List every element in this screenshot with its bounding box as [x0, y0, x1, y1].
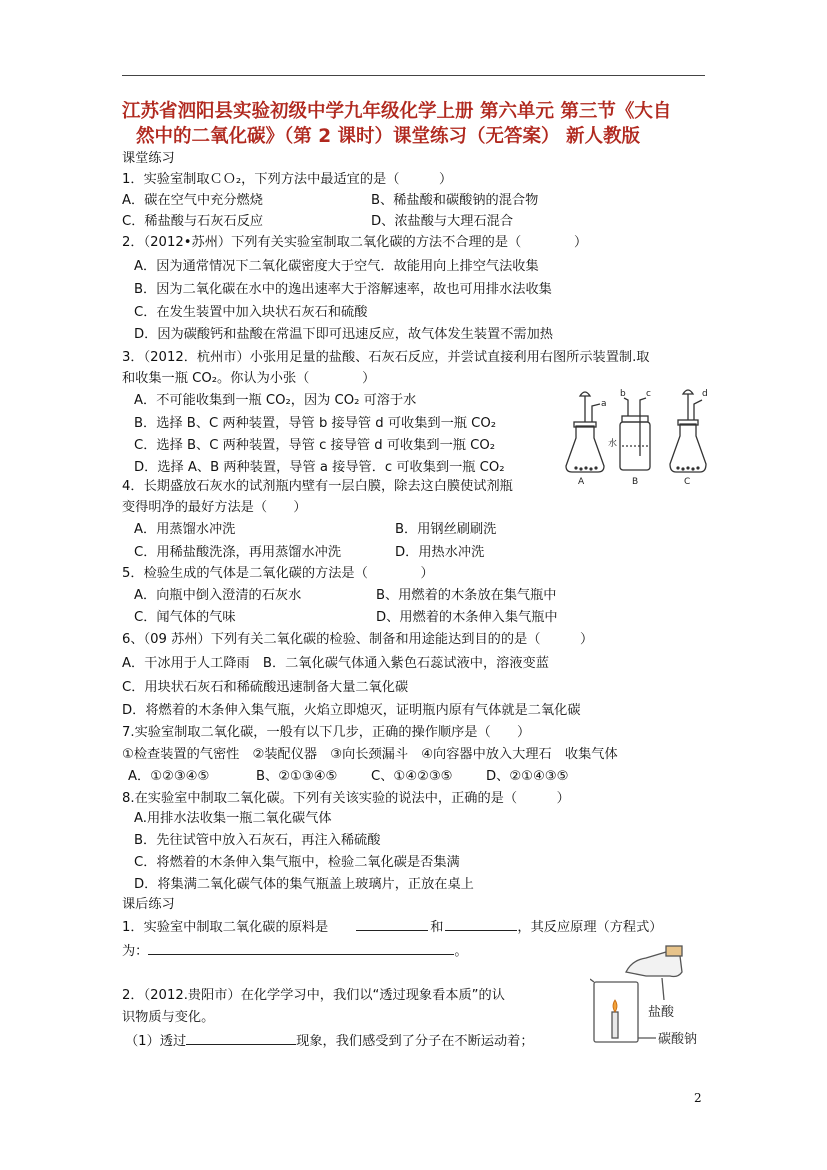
hw1-text-3: ，其反应原理（方程式）: [517, 920, 663, 935]
tube-label-c: c: [646, 389, 651, 399]
q5-option-b: B、用燃着的木条放在集气瓶中: [376, 588, 557, 603]
tube-label-b: b: [620, 389, 626, 399]
q1-option-a: A．碳在空气中充分燃烧: [122, 193, 263, 208]
q2-option-b: B．因为二氧化碳在水中的逸出速率大于溶解速率，故也可用排水法收集: [134, 282, 552, 297]
section-homework: 课后练习: [122, 897, 175, 912]
q8-stem: 8.在实验室中制取二氧化碳。下列有关该实验的说法中，正确的是（ ）: [122, 791, 570, 806]
label-sodium-carbonate: 碳酸钠: [658, 1032, 698, 1047]
q4-option-b: B．用钢丝刷刷洗: [395, 522, 497, 537]
header-rule: [122, 75, 705, 76]
q3-stem-line1: 3．（2012．杭州市）小张用足量的盐酸、石灰石反应，并尝试直接利用右图所示装置制.取: [122, 350, 650, 365]
q3-apparatus-figure: [562, 386, 712, 486]
q3-option-d: D．选择 A、B 两种装置，导管 a 接导管．c 可收集到一瓶 CO₂: [134, 460, 505, 475]
q7-steps: ①检查装置的气密性 ②装配仪器 ③向长颈漏斗 ④向容器中放入大理石 收集气体: [122, 747, 618, 762]
q2-option-a: A．因为通常情况下二氧化碳密度大于空气．故能用向上排空气法收集: [134, 259, 539, 274]
q6-stem: 6、（09 苏州）下列有关二氧化碳的检验、制备和用途能达到目的的是（ ）: [122, 632, 594, 647]
q8-option-b: B．先往试管中放入石灰石，再注入稀硫酸: [134, 833, 381, 848]
hw1-text-1: 1．实验室中制取二氧化碳的原料是: [122, 920, 329, 935]
q3-option-c: C．选择 B、C 两种装置，导管 c 接导管 d 可收集到一瓶 CO₂: [134, 438, 496, 453]
q8-option-a: A.用排水法收集一瓶二氧化碳气体: [134, 811, 332, 826]
q4-option-d: D．用热水冲洗: [395, 545, 485, 560]
hw2-blank-1[interactable]: [186, 1032, 296, 1045]
apparatus-label-b: B: [632, 477, 639, 486]
q6-option-ab: A．干冰用于人工降雨 B．二氧化碳气体通入紫色石蕊试液中，溶液变蓝: [122, 656, 549, 671]
q3-stem-line2: 和收集一瓶 CO₂。你认为小张（ ）: [122, 371, 376, 386]
q2-stem: 2．（2012•苏州）下列有关实验室制取二氧化碳的方法不合理的是（ ）: [122, 235, 588, 250]
q1-option-d: D、浓盐酸与大理石混合: [371, 214, 514, 229]
q7-option-d: D、②①④③⑤: [486, 769, 569, 784]
hw2-sub1: [125, 1032, 534, 1051]
q4-option-c: C．用稀盐酸洗涤，再用蒸馏水冲洗: [134, 545, 342, 560]
q4-option-a: A．用蒸馏水冲洗: [134, 522, 236, 537]
q7-option-b: B、②①③④⑤: [256, 769, 338, 784]
apparatus-label-c: C: [684, 477, 691, 486]
q7-option-c: C、①④②③⑤: [371, 769, 453, 784]
q4-stem-line1: 4．长期盛放石灰水的试剂瓶内壁有一层白膜，除去这白膜使试剂瓶: [122, 479, 513, 494]
hw2-beaker-figure: [590, 942, 710, 1054]
q1-option-b: B、稀盐酸和碳酸钠的混合物: [371, 193, 539, 208]
hw1-text-5: 。: [454, 944, 468, 959]
q8-option-d: D．将集满二氧化碳气体的集气瓶盖上玻璃片，正放在桌上: [134, 877, 474, 892]
hw1-text-4: 为：: [122, 944, 149, 959]
apparatus-label-a: A: [578, 477, 585, 486]
q1-option-c: C．稀盐酸与石灰石反应: [122, 214, 264, 229]
q2-option-d: D．因为碳酸钙和盐酸在常温下即可迅速反应，故气体发生装置不需加热: [134, 327, 553, 342]
q7-stem: 7.实验室制取二氧化碳，一般有以下几步，正确的操作顺序是（ ）: [122, 725, 531, 740]
title-line-1: 江苏省泗阳县实验初级中学九年级化学上册 第六单元 第三节《大自: [122, 101, 672, 122]
hw1-line1: [122, 918, 662, 937]
hw1-blank-2[interactable]: [445, 918, 517, 931]
q5-stem: 5．检验生成的气体是二氧化碳的方法是（ ）: [122, 566, 434, 581]
q5-option-d: D、用燃着的木条伸入集气瓶中: [376, 610, 558, 625]
section-classwork: 课堂练习: [122, 151, 175, 166]
water-label: 水: [608, 439, 618, 449]
q2-option-c: C．在发生装置中加入块状石灰石和硫酸: [134, 305, 368, 320]
hw2-sub1-post: 现象，我们感受到了分子在不断运动着；: [296, 1034, 534, 1049]
label-hydrochloric-acid: 盐酸: [648, 1005, 675, 1020]
q6-option-c: C．用块状石灰石和稀硫酸迅速制备大量二氧化碳: [122, 680, 409, 695]
q1-stem: 1．实验室制取ＣＯ₂，下列方法中最适宜的是（ ）: [122, 172, 453, 187]
page-title: [122, 99, 712, 149]
tube-label-a: a: [601, 399, 607, 409]
q8-option-c: C．将燃着的木条伸入集气瓶中，检验二氧化碳是否集满: [134, 855, 460, 870]
hw2-stem-line1: 2．（2012.贵阳市）在化学学习中，我们以“透过现象看本质”的认: [122, 988, 505, 1003]
q6-option-d: D．将燃着的木条伸入集气瓶，火焰立即熄灭，证明瓶内原有气体就是二氧化碳: [122, 703, 581, 718]
tube-label-d: d: [702, 389, 708, 399]
hw2-sub1-pre: （1）透过: [125, 1034, 187, 1049]
page-number: 2: [694, 1091, 702, 1105]
q4-stem-line2: 变得明净的最好方法是（ ）: [122, 500, 307, 515]
q5-option-a: A．向瓶中倒入澄清的石灰水: [134, 588, 302, 603]
q3-option-a: A．不可能收集到一瓶 CO₂，因为 CO₂ 可溶于水: [134, 393, 417, 408]
hw1-blank-1[interactable]: [356, 918, 428, 931]
hw1-text-2: 和: [430, 920, 444, 935]
hw1-line2: [122, 942, 468, 961]
q3-option-b: B．选择 B、C 两种装置，导管 b 接导管 d 可收集到一瓶 CO₂: [134, 416, 497, 431]
hw1-blank-3[interactable]: [148, 942, 454, 955]
hw2-stem-line2: 识物质与变化。: [122, 1010, 215, 1025]
title-line-2: 然中的二氧化碳》（第 2 课时）课堂练习（无答案） 新人教版: [136, 126, 640, 147]
q5-option-c: C．闻气体的气味: [134, 610, 236, 625]
q7-option-a: A．①②③④⑤: [128, 769, 210, 784]
